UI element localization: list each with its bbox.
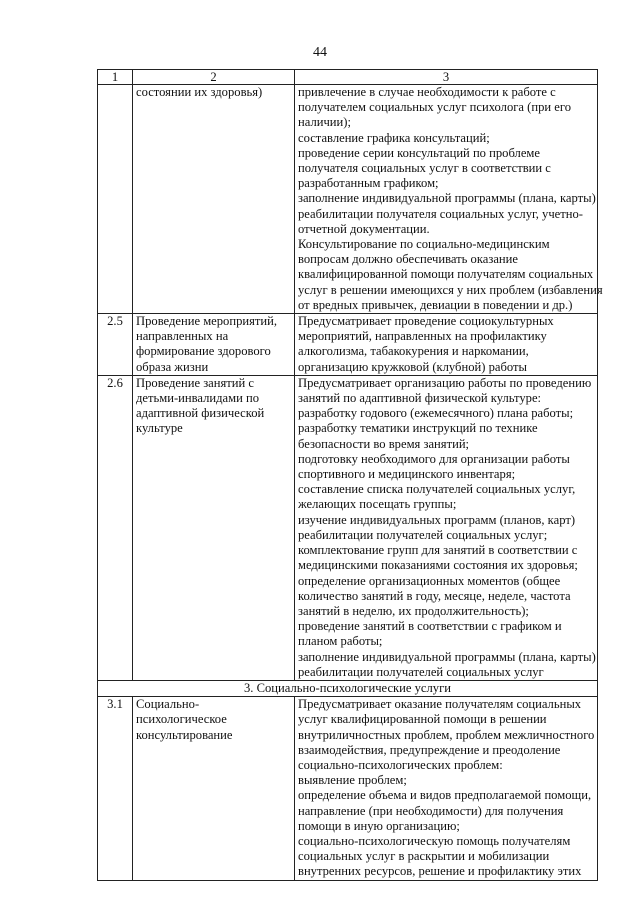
description-line: привлечение в случае необходимости к работе с	[298, 85, 556, 99]
description-line: подготовку необходимого для организации работы	[298, 451, 570, 466]
service-name-line: формирование здорового	[136, 344, 271, 359]
description-line: составление графика консультаций;	[298, 130, 490, 145]
description-line: социально-психологических проблем:	[298, 757, 503, 772]
description-line: взаимодействия, предупреждение и преодоление	[298, 742, 561, 757]
description-line: квалифицированной помощи получателям социальных	[298, 267, 594, 282]
service-name-line: адаптивной физической	[136, 406, 265, 421]
description-line: реабилитации получателей социальных услуг;	[298, 527, 548, 542]
header-col-2: 2	[133, 70, 295, 85]
service-description-cell	[295, 314, 598, 376]
row-number: 3.1	[98, 697, 133, 880]
description-line: занятий по адаптивной физической культуре:	[298, 391, 542, 406]
table-row	[98, 375, 598, 680]
description-line: проведение серии консультаций по проблеме	[298, 145, 540, 160]
service-name-cell	[133, 375, 295, 680]
service-name-line: Проведение мероприятий,	[136, 314, 278, 329]
description-line: реабилитации получателя социальных услуг, учетно-	[298, 206, 583, 221]
page-number: 44	[313, 45, 327, 60]
service-name-line: детьми-инвалидами по	[136, 391, 260, 406]
description-line: безопасности во время занятий;	[298, 436, 470, 451]
description-line: разработку годового (ежемесячного) плана работы;	[298, 406, 574, 421]
row-number: 2.5	[98, 314, 133, 376]
service-name-line: Проведение занятий с	[136, 375, 255, 390]
header-col-3: 3	[295, 70, 598, 85]
description-line: Предусматривает проведение социокультурных	[298, 314, 554, 329]
description-line: желающих посещать группы;	[298, 497, 457, 512]
description-line: получателя социальных услуг в соответствии с	[298, 161, 551, 176]
description-line: определение организационных моментов (общее	[298, 573, 561, 588]
description-line: вопросам должно обеспечивать оказание	[298, 252, 518, 267]
description-line: наличии);	[298, 115, 351, 130]
table-row	[98, 697, 598, 880]
service-name-line: Социально-	[136, 697, 200, 712]
table-row	[98, 314, 598, 376]
description-line: изучение индивидуальных программ (планов, карт)	[298, 512, 576, 527]
description-line: услуг в решении имеющихся у них проблем (избавления	[298, 282, 603, 297]
description-line: получателем социальных услуг психолога (при его	[298, 100, 572, 115]
description-line: планом работы;	[298, 634, 383, 649]
description-line: внутренних ресурсов, решение и профилактику этих	[298, 864, 582, 879]
description-line: организацию кружковой (клубной) работы	[298, 359, 527, 374]
description-line: Предусматривает оказание получателям социальных	[298, 697, 582, 712]
service-name-cell	[133, 314, 295, 376]
description-line: количество занятий в году, месяце, неделе, частота	[298, 588, 571, 603]
row-number: 2.6	[98, 375, 133, 680]
description-line: занятий в неделю, их продолжительность);	[298, 603, 529, 618]
service-name-line: консультирование	[136, 727, 233, 742]
description-line: медицинскими показаниями состояния их здоровья;	[298, 558, 578, 573]
description-line: проведение занятий в соответствии с графиком и	[298, 619, 562, 634]
description-line: заполнение индивидуальной программы (плана, карты)	[298, 191, 596, 206]
header-row	[98, 70, 598, 85]
service-name-line: направленных на	[136, 329, 229, 344]
description-line: помощи в иную организацию;	[298, 818, 460, 833]
description-line: составление списка получателей социальных услуг,	[298, 482, 576, 497]
service-name-line: культуре	[136, 421, 183, 436]
description-line: выявление проблем;	[298, 773, 407, 788]
description-line: социально-психологическую помощь получателям	[298, 833, 571, 848]
service-description-cell	[295, 85, 603, 314]
section-row	[98, 680, 598, 696]
description-line: социальных услуг в раскрытии и мобилизации	[298, 849, 550, 864]
service-description-cell	[295, 697, 598, 880]
table-row	[98, 85, 598, 314]
description-line: алкоголизма, табакокурения и наркомании,	[298, 344, 529, 359]
description-line: внутриличностных проблем, проблем межличностного	[298, 727, 595, 742]
service-description-cell	[295, 375, 598, 680]
description-line: разработанным графиком;	[298, 176, 439, 191]
description-line: заполнение индивидуальной программы (плана, карты)	[298, 649, 596, 664]
header-col-1: 1	[98, 70, 133, 85]
description-line: Консультирование по социально-медицинским	[298, 237, 550, 252]
service-name-cell	[133, 85, 295, 314]
description-line: направление (при необходимости) для получения	[298, 803, 564, 818]
description-line: спортивного и медицинского инвентаря;	[298, 467, 516, 482]
description-line: комплектование групп для занятий в соответствии с	[298, 543, 578, 558]
description-line: Предусматривает организацию работы по проведению	[298, 375, 592, 390]
section-title: 3. Социально-психологические услуги	[98, 680, 598, 696]
services-table	[97, 69, 603, 881]
description-line: услуг квалифицированной помощи в решении	[298, 712, 547, 727]
description-line: отчетной документации.	[298, 221, 430, 236]
service-name-line: состоянии их здоровья)	[136, 85, 263, 99]
row-number	[98, 85, 133, 314]
service-name-line: образа жизни	[136, 359, 209, 374]
description-line: определение объема и видов предполагаемой помощи,	[298, 788, 592, 803]
description-line: от вредных привычек, девиации в поведении и др.)	[298, 297, 573, 312]
description-line: разработку тематики инструкций по технике	[298, 421, 538, 436]
service-name-line: психологическое	[136, 712, 227, 727]
description-line: реабилитации получателей социальных услуг	[298, 664, 544, 679]
description-line: мероприятий, направленных на профилактику	[298, 329, 547, 344]
service-name-cell	[133, 697, 295, 880]
